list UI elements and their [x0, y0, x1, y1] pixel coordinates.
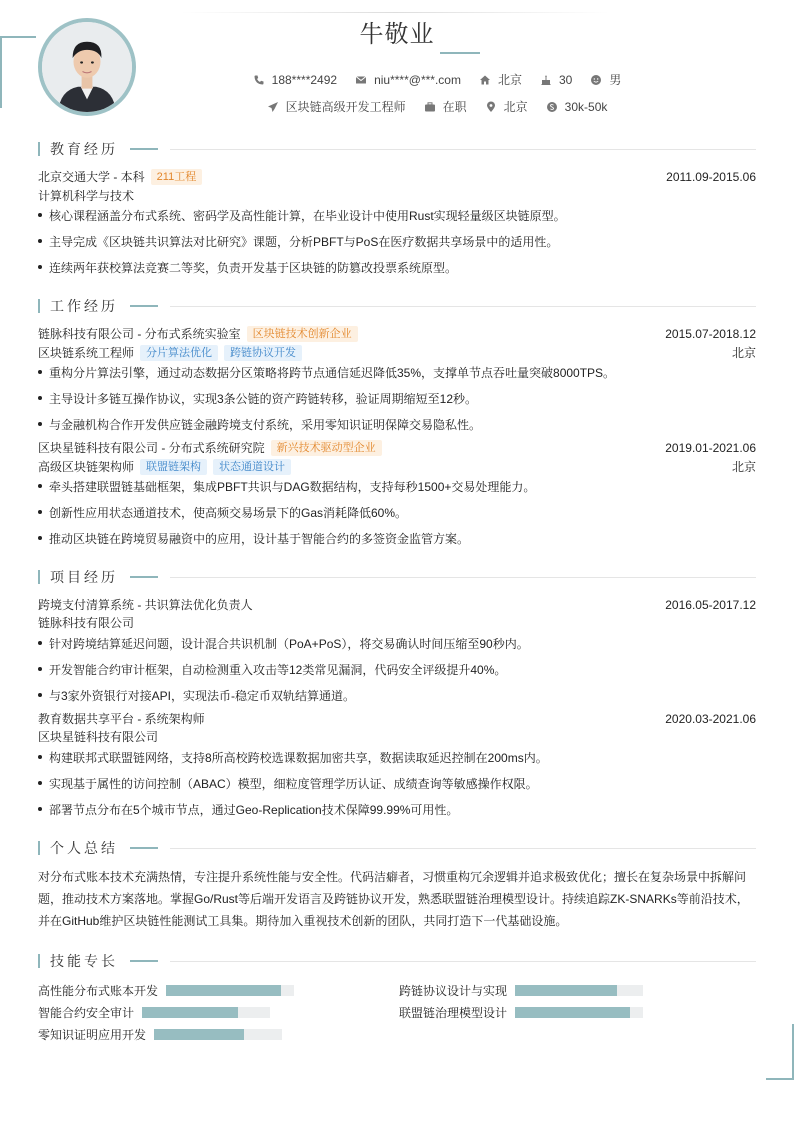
city-text: 北京	[503, 100, 528, 114]
skill-item	[399, 1004, 643, 1021]
work-location: 北京	[731, 460, 756, 474]
role-name: 区块链系统工程师	[38, 346, 135, 360]
cake-icon	[540, 74, 552, 86]
project-dates: 2020.03-2021.06	[665, 711, 756, 726]
list-item: 构建联邦式联盟链网络，支持8所高校跨校选课数据加密共享，数据读取延迟控制在200ms内。	[38, 749, 756, 766]
phone-icon	[253, 74, 265, 86]
company-tag: 新兴技术驱动型企业	[271, 440, 382, 456]
project-title-row	[38, 596, 756, 613]
education-major-row	[38, 187, 756, 204]
list-item: 与3家外资银行对接API，实现法币-稳定币双轨结算通道。	[38, 687, 756, 704]
section-title-text: 工作经历	[50, 298, 118, 314]
list-item: 连续两年获校算法竞赛二等奖，负责开发基于区块链的防篡改投票系统原型。	[38, 259, 756, 276]
contact-info-row	[0, 71, 794, 88]
school-name: 北京交通大学 - 本科	[38, 170, 145, 184]
list-item: 推动区块链在跨境贸易融资中的应用，设计基于智能合约的多签资金监管方案。	[38, 530, 756, 547]
status-item	[424, 98, 467, 115]
work-company-row	[38, 325, 756, 342]
list-item: 针对跨境结算延迟问题，设计混合共识机制（PoA+PoS），将交易确认时间压缩至90秒内。	[38, 635, 756, 652]
list-item: 创新性应用状态通道技术，使高频交易场景下的Gas消耗降低60%。	[38, 504, 756, 521]
section-education-title	[38, 140, 756, 158]
skill-bar-fill	[515, 985, 617, 996]
home-icon	[479, 74, 491, 86]
role-tag: 联盟链架构	[140, 459, 207, 475]
skill-item	[399, 982, 643, 999]
city-item	[485, 98, 528, 115]
skill-bar-track	[515, 985, 643, 996]
section-title-text: 技能专长	[50, 953, 118, 969]
age-text: 30	[558, 72, 573, 87]
major-text: 计算机科学与技术	[38, 189, 135, 203]
role-tag: 分片算法优化	[140, 345, 218, 361]
briefcase-icon	[424, 101, 436, 113]
education-dates: 2011.09-2015.06	[666, 169, 756, 184]
person-name: 牛敬业	[359, 20, 435, 48]
project-title-row	[38, 710, 756, 727]
work-company-row	[38, 439, 756, 456]
section-work-title	[38, 297, 756, 315]
skill-item	[38, 1026, 282, 1043]
job-title-item	[267, 98, 406, 115]
corner-decoration-bottom-right	[766, 1078, 794, 1080]
list-item: 实现基于属性的访问控制（ABAC）模型，细粒度管理学历认证、成绩查询等敏感操作权限。	[38, 775, 756, 792]
role-tag: 跨链协议开发	[224, 345, 302, 361]
skill-label: 零知识证明应用开发	[38, 1028, 147, 1042]
header-top-line	[180, 12, 610, 13]
work-role-row	[38, 344, 756, 361]
summary-paragraph: 对分布式账本技术充满热情，专注提升系统性能与安全性。代码洁癖者，习惯重构冗余逻辑并追求极致优化；擅长在复杂场景中拆解问题，推动技术方案落地。掌握Go/Rust等后端开发语言及跨链协议开发，熟悉联盟链治理模型设计。持续追踪ZK-SNARKs等前沿技术，并在GitHub维护区块链性能测试工具集。期待加入重视技术创新的团队，共同打造下一代基础设施。	[38, 870, 749, 928]
age-item	[540, 73, 572, 87]
project-title: 教育数据共享平台 - 系统架构师	[38, 712, 205, 726]
email-item	[355, 73, 461, 87]
name-underline	[440, 52, 480, 54]
list-item: 主导完成《区块链共识算法对比研究》课题，分析PBFT与PoS在医疗数据共享场景中的适用性。	[38, 233, 756, 250]
company-name: 区块星链科技有限公司 - 分布式系统研究院	[38, 441, 265, 455]
hometown-item	[479, 71, 522, 88]
company-name: 链脉科技有限公司 - 分布式系统实验室	[38, 327, 241, 341]
job-title-text: 区块链高级开发工程师	[285, 100, 406, 114]
company-tag: 区块链技术创新企业	[247, 326, 358, 342]
list-item: 主导设计多链互操作协议，实现3条公链的资产跨链转移，验证周期缩短至12秒。	[38, 390, 756, 407]
section-skills-title	[38, 952, 756, 970]
skill-bar-track	[154, 1029, 282, 1040]
list-item: 牵头搭建联盟链基础框架，集成PBFT共识与DAG数据结构，支持每秒1500+交易处理能力。	[38, 478, 756, 495]
paper-plane-icon	[267, 101, 279, 113]
list-item: 核心课程涵盖分布式系统、密码学及高性能计算，在毕业设计中使用Rust实现轻量级区块链原型。	[38, 207, 756, 224]
skill-bar-fill	[166, 985, 281, 996]
hometown-text: 北京	[497, 73, 522, 87]
skill-label: 联盟链治理模型设计	[399, 1006, 508, 1020]
school-tag: 211工程	[151, 169, 203, 185]
phone-text: 188****2492	[271, 72, 338, 87]
project-company-row	[38, 614, 756, 631]
section-projects-title	[38, 568, 756, 586]
gender-item	[590, 71, 621, 88]
project-title: 跨境支付清算系统 - 共识算法优化负责人	[38, 598, 253, 612]
list-item: 与金融机构合作开发供应链金融跨境支付系统，采用零知识证明保障交易隐私性。	[38, 416, 756, 433]
work-role-row	[38, 458, 756, 475]
gender-text: 男	[609, 73, 622, 87]
section-title-text: 教育经历	[50, 141, 118, 157]
email-text: niu****@***.com	[374, 72, 461, 87]
role-tag: 状态通道设计	[213, 459, 291, 475]
project-company: 链脉科技有限公司	[38, 616, 135, 630]
skill-bar-fill	[515, 1007, 630, 1018]
project-dates: 2016.05-2017.12	[665, 597, 756, 612]
money-icon	[546, 101, 558, 113]
skill-bar-track	[142, 1007, 270, 1018]
salary-text: 30k-50k	[564, 99, 608, 114]
section-title-text: 项目经历	[50, 569, 118, 585]
job-info-row	[0, 98, 794, 115]
skill-item	[38, 1004, 270, 1021]
skill-bar-track	[166, 985, 294, 996]
skill-bar-fill	[142, 1007, 238, 1018]
project-company: 区块星链科技有限公司	[38, 730, 159, 744]
role-name: 高级区块链架构师	[38, 460, 135, 474]
skill-label: 智能合约安全审计	[38, 1006, 135, 1020]
skill-label: 高性能分布式账本开发	[38, 984, 159, 998]
skill-bar-track	[515, 1007, 643, 1018]
skill-bar-fill	[154, 1029, 244, 1040]
work-dates: 2019.01-2021.06	[665, 440, 756, 455]
list-item: 部署节点分布在5个城市节点，通过Geo-Replication技术保障99.99%可用性。	[38, 801, 756, 818]
status-text: 在职	[442, 100, 467, 114]
work-location: 北京	[731, 346, 756, 360]
smiley-icon	[590, 74, 602, 86]
education-header-row	[38, 168, 756, 185]
list-item: 开发智能合约审计框架，自动检测重入攻击等12类常见漏洞，代码安全评级提升40%。	[38, 661, 756, 678]
skill-item	[38, 982, 294, 999]
mail-icon	[355, 74, 367, 86]
work-dates: 2015.07-2018.12	[665, 326, 756, 341]
section-title-text: 个人总结	[50, 840, 118, 856]
skill-label: 跨链协议设计与实现	[399, 984, 508, 998]
salary-item	[546, 100, 608, 114]
location-pin-icon	[485, 101, 497, 113]
phone-item	[253, 73, 337, 87]
list-item: 重构分片算法引擎，通过动态数据分区策略将跨节点通信延迟降低35%，支撑单节点吞吐量突破8000TPS。	[38, 364, 756, 381]
section-summary-title	[38, 839, 756, 857]
project-company-row	[38, 728, 756, 745]
